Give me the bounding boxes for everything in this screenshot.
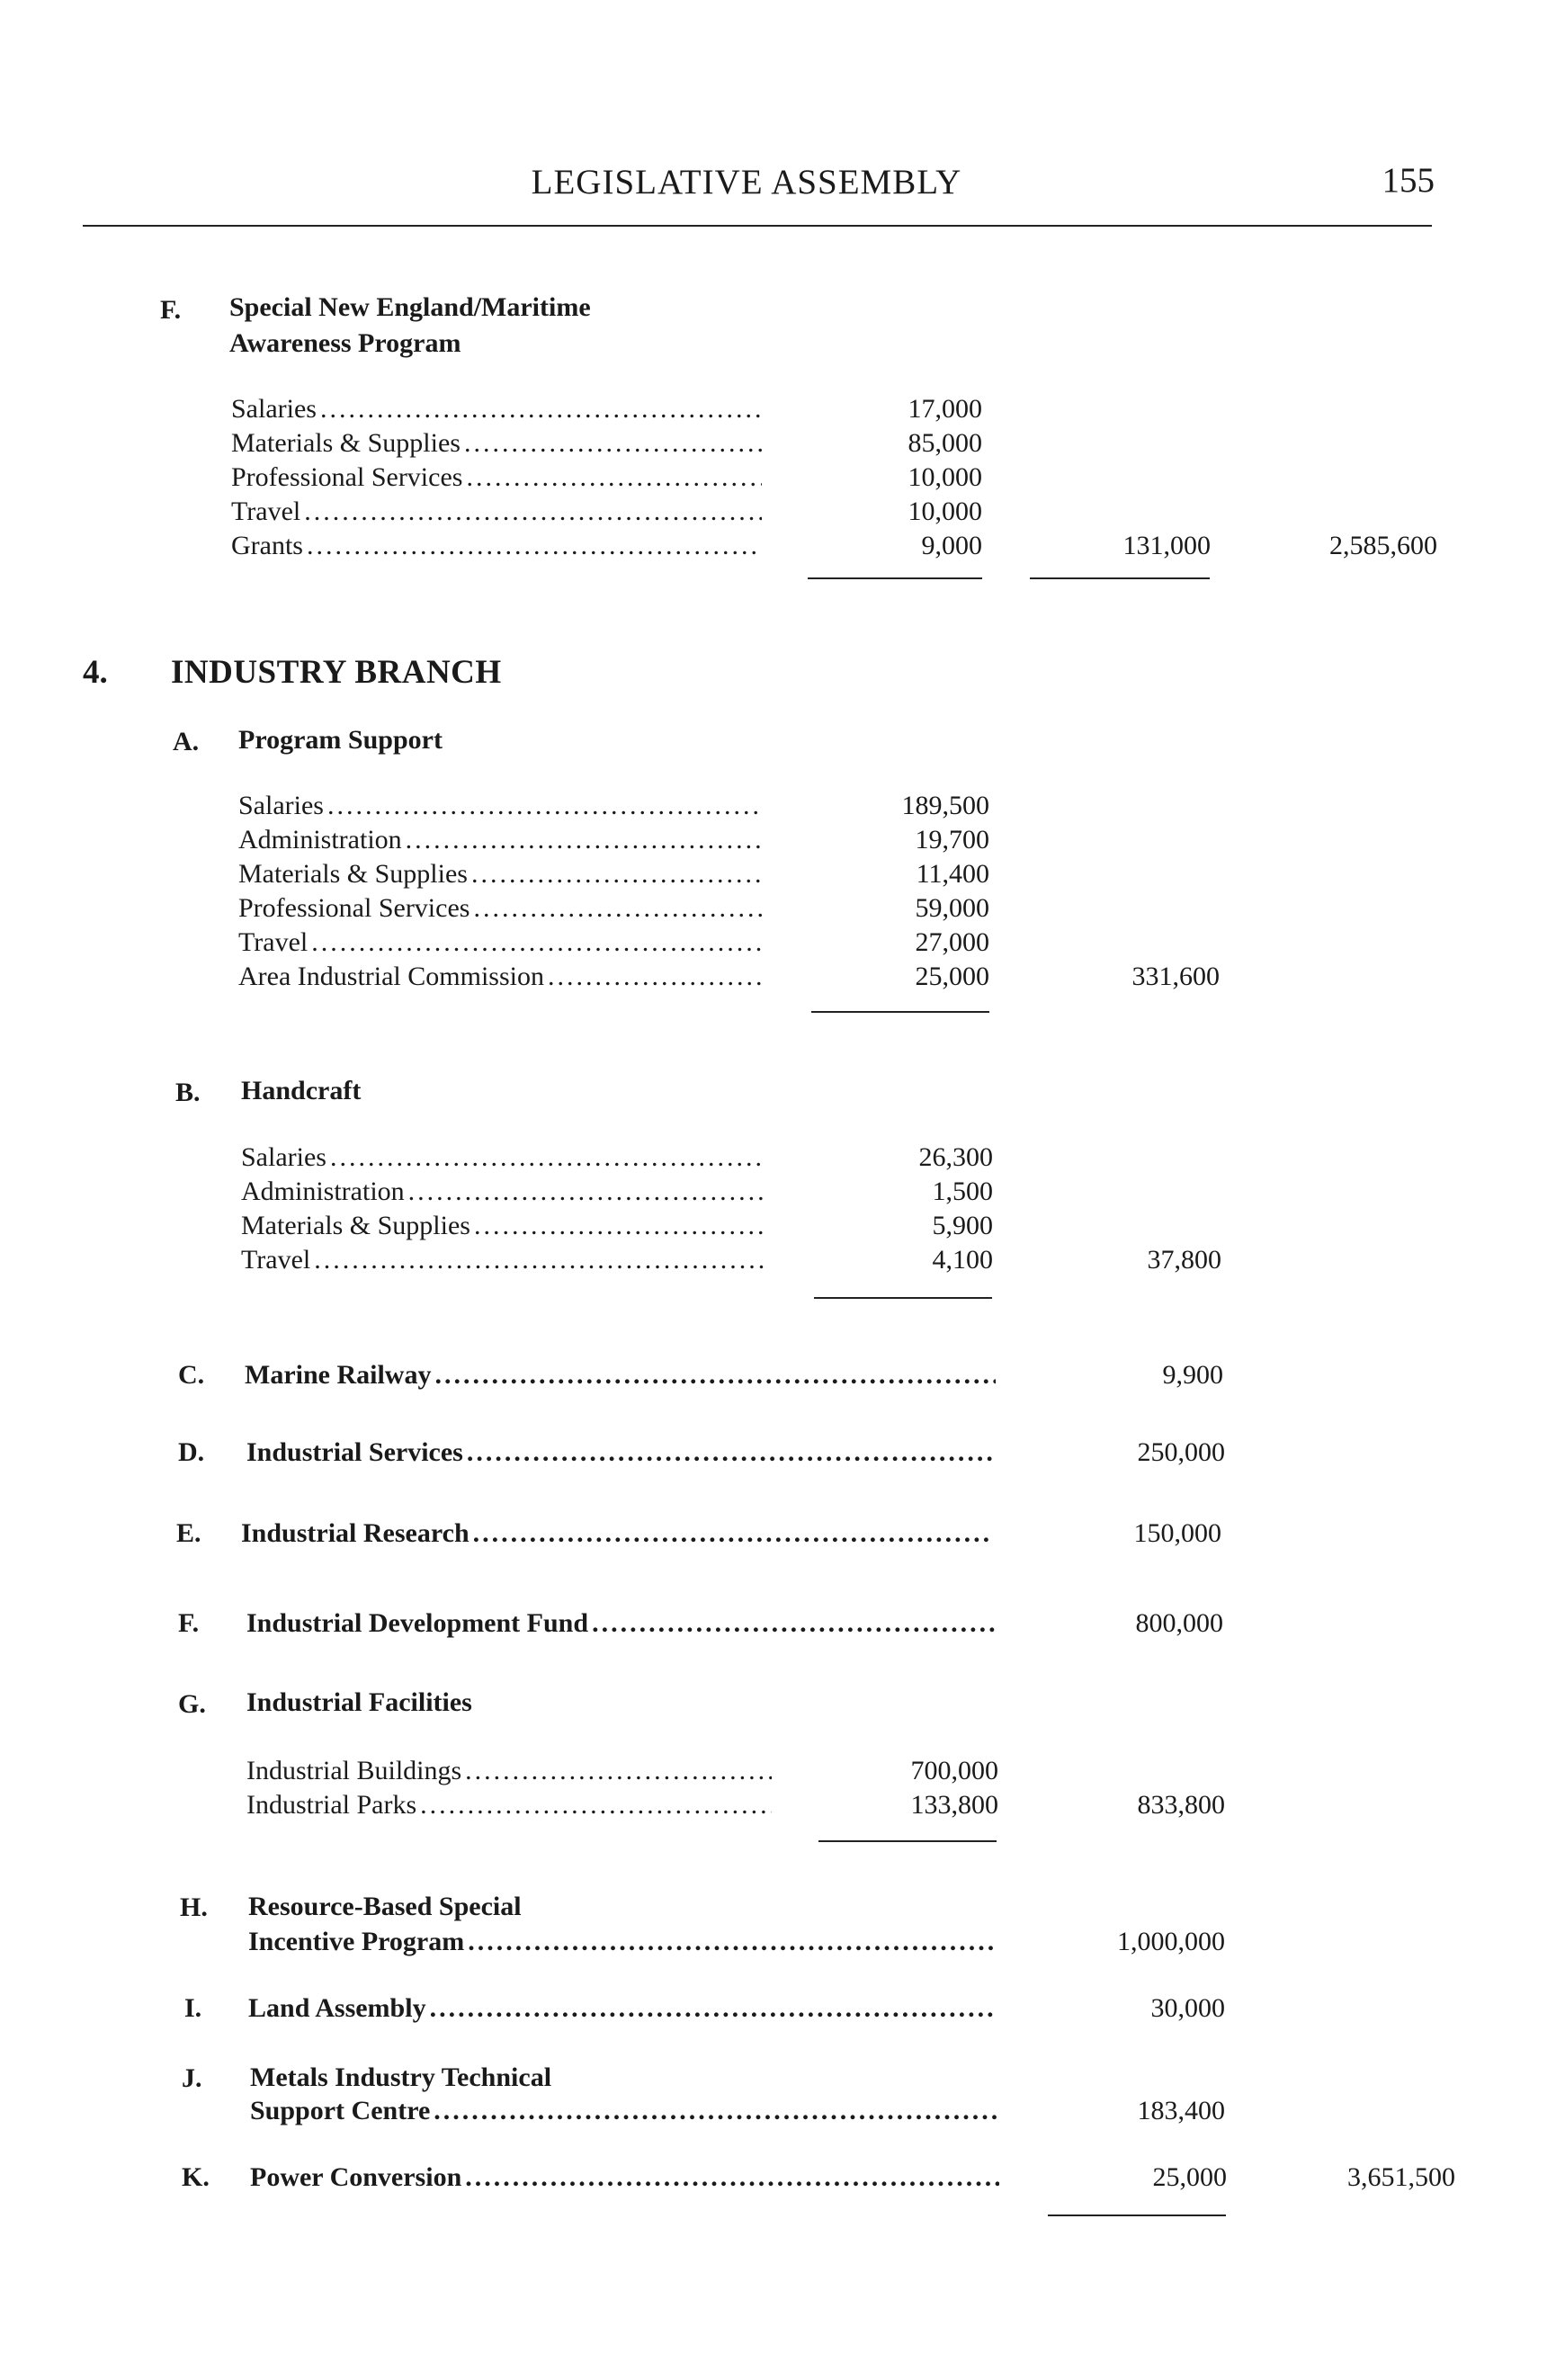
line-item: Professional Services ..... bbox=[231, 461, 762, 495]
line-amount: 11,400 bbox=[916, 859, 989, 889]
section-amount: 9,900 bbox=[1162, 1360, 1223, 1390]
line-amount: 133,800 bbox=[910, 1790, 998, 1820]
line-item: Professional Services ..... bbox=[238, 891, 762, 926]
sum-rule bbox=[1030, 577, 1210, 579]
line-amount: 10,000 bbox=[908, 462, 982, 492]
section-amount: 1,000,000 bbox=[1117, 1927, 1225, 1956]
line-item: Industrial Parks ..... bbox=[246, 1788, 772, 1822]
line-amount: 26,300 bbox=[918, 1142, 993, 1172]
section-letter: J. bbox=[182, 2063, 202, 2093]
section-amount: 30,000 bbox=[1150, 1993, 1225, 2023]
section-title-leader: Marine Railway ..... bbox=[245, 1358, 996, 1392]
section-letter: F. bbox=[160, 295, 182, 325]
section-letter: A. bbox=[173, 727, 200, 756]
section-amount: 800,000 bbox=[1135, 1608, 1223, 1638]
line-item: Industrial Buildings ..... bbox=[246, 1754, 772, 1788]
line-amount: 700,000 bbox=[910, 1756, 998, 1785]
section-title: Program Support bbox=[238, 725, 443, 755]
line-amount: 4,100 bbox=[932, 1245, 993, 1275]
line-amount: 10,000 bbox=[908, 497, 982, 526]
line-item: Administration ..... bbox=[238, 823, 762, 857]
line-amount: 85,000 bbox=[908, 428, 982, 458]
line-item: Materials & Supplies ..... bbox=[241, 1209, 765, 1243]
sum-rule bbox=[818, 1840, 997, 1842]
line-item: Travel ..... bbox=[238, 926, 762, 960]
section-title-leader: Industrial Research ..... bbox=[241, 1517, 990, 1551]
subtotal-amount: 331,600 bbox=[1131, 962, 1220, 991]
section-amount: 250,000 bbox=[1137, 1437, 1225, 1467]
line-item: Administration ..... bbox=[241, 1175, 765, 1209]
line-amount: 17,000 bbox=[908, 394, 982, 424]
section-letter: E. bbox=[176, 1518, 201, 1548]
running-header-title: LEGISLATIVE ASSEMBLY bbox=[531, 163, 962, 201]
line-amount: 25,000 bbox=[915, 962, 989, 991]
section-title-leader: Industrial Services ..... bbox=[246, 1436, 996, 1470]
line-item: Materials & Supplies ..... bbox=[231, 426, 762, 461]
section-title: Resource-Based Special bbox=[248, 1892, 522, 1921]
section-letter: H. bbox=[180, 1892, 208, 1922]
sum-rule bbox=[1048, 2214, 1226, 2216]
sum-rule bbox=[811, 1011, 989, 1013]
section-letter: I. bbox=[184, 1993, 202, 2023]
page-number: 155 bbox=[1382, 161, 1435, 200]
line-item: Salaries ..... bbox=[241, 1141, 765, 1175]
line-amount: 5,900 bbox=[932, 1211, 993, 1240]
line-item: Materials & Supplies ..... bbox=[238, 857, 762, 891]
line-amount: 1,500 bbox=[932, 1177, 993, 1206]
section-title-leader: Industrial Development Fund ..... bbox=[246, 1606, 996, 1641]
sum-rule bbox=[814, 1297, 992, 1299]
section-letter: D. bbox=[178, 1437, 205, 1467]
section-letter: B. bbox=[175, 1078, 201, 1107]
subtotal-amount: 37,800 bbox=[1147, 1245, 1221, 1275]
branch-total-amount: 3,651,500 bbox=[1347, 2162, 1455, 2192]
section-title: Industrial Facilities bbox=[246, 1687, 472, 1717]
line-item: Grants ..... bbox=[231, 529, 762, 563]
header-rule bbox=[83, 225, 1432, 227]
section-letter: G. bbox=[178, 1689, 206, 1719]
line-item: Travel ..... bbox=[241, 1243, 765, 1277]
line-item: Travel ..... bbox=[231, 495, 762, 529]
branch-total-amount: 2,585,600 bbox=[1329, 531, 1437, 560]
section-letter: F. bbox=[178, 1608, 200, 1638]
section-amount: 150,000 bbox=[1133, 1518, 1221, 1548]
section-title-leader: Incentive Program ..... bbox=[248, 1925, 997, 1959]
line-amount: 9,000 bbox=[921, 531, 982, 560]
line-amount: 19,700 bbox=[915, 825, 989, 854]
section-title: Metals Industry Technical bbox=[250, 2062, 552, 2092]
line-amount: 59,000 bbox=[915, 893, 989, 923]
line-item: Salaries ..... bbox=[231, 392, 762, 426]
branch-number: 4. bbox=[83, 654, 108, 691]
section-amount: 183,400 bbox=[1137, 2096, 1225, 2125]
section-title-leader: Land Assembly ..... bbox=[248, 1991, 997, 2026]
section-title-leader: Support Centre ..... bbox=[250, 2094, 999, 2128]
subtotal-amount: 131,000 bbox=[1122, 531, 1211, 560]
line-amount: 189,500 bbox=[901, 791, 989, 820]
section-title: Handcraft bbox=[241, 1076, 362, 1105]
section-title-leader: Power Conversion ..... bbox=[250, 2161, 999, 2195]
subtotal-amount: 833,800 bbox=[1137, 1790, 1225, 1820]
section-letter: C. bbox=[178, 1360, 205, 1390]
section-amount: 25,000 bbox=[1152, 2162, 1227, 2192]
section-letter: K. bbox=[182, 2162, 210, 2192]
section-title: Special New England/Maritime Awareness Program bbox=[229, 292, 591, 358]
sum-rule bbox=[808, 577, 982, 579]
line-item: Salaries ..... bbox=[238, 789, 762, 823]
branch-title: INDUSTRY BRANCH bbox=[171, 654, 502, 691]
line-item: Area Industrial Commission ..... bbox=[238, 960, 762, 994]
line-amount: 27,000 bbox=[915, 927, 989, 957]
